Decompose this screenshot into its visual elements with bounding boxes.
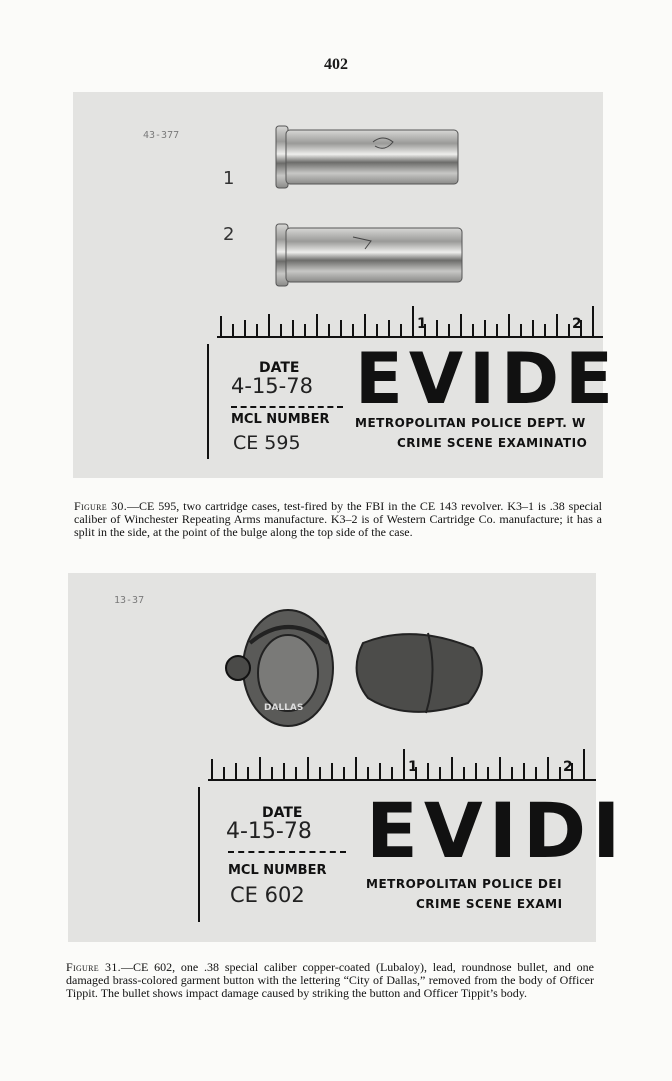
figure-30-caption-text: —CE 595, two cartridge cases, test-fired by the FBI in the CE 143 revolver. K3–1 is .38 special caliber of Winchester Repeating Arms manufacture. K3–2 is of Western Cartridge Co. manufacture; it has a split in the side, at the point of the bulge along the top side of the case. <box>74 499 602 539</box>
ruler-mark-1: 1 <box>417 316 427 332</box>
button-lettering: DALLAS <box>264 703 304 713</box>
ruler <box>208 747 596 787</box>
figure-31-caption-text: —CE 602, one .38 special caliber copper-coated (Lubaloy), lead, roundnose bullet, and one damaged brass-colored garment button with the lettering “City of Dallas,” removed from the body of Officer Tippit. The bullet shows impact damage caused by striking the button and Officer Tippit’s body. <box>66 960 594 1000</box>
item-label-2: 2 <box>223 224 235 245</box>
date-label: DATE <box>262 805 303 821</box>
figure-30-photo <box>73 92 619 478</box>
figure-31-photo <box>68 573 627 942</box>
scratch-mark: 13-37 <box>114 595 145 606</box>
date-value: 4-15-78 <box>226 819 312 844</box>
evidence-card <box>207 338 619 478</box>
scratch-mark: 43-377 <box>143 130 180 141</box>
figure-30-label: Figure 30. <box>74 499 128 513</box>
crime-scene-text: CRIME SCENE EXAMINATIO <box>397 436 588 450</box>
figure-30-caption <box>74 500 602 539</box>
date-value: 4-15-78 <box>231 374 313 398</box>
ruler-ticks <box>217 302 603 338</box>
item-label-1: 1 <box>223 168 235 189</box>
mcl-number-label: MCL NUMBER <box>231 412 330 427</box>
mcl-number-value: CE 595 <box>233 432 301 454</box>
figure-31-label: Figure 31. <box>66 960 121 974</box>
evidence-word: EVIDE <box>355 338 619 420</box>
ruler <box>217 302 603 342</box>
ruler-mark-1: 1 <box>408 759 418 775</box>
ruler-ticks <box>208 747 596 781</box>
mcl-number-value: CE 602 <box>230 883 305 907</box>
police-dept-text: METROPOLITAN POLICE DEI <box>366 877 563 891</box>
ruler-mark-2: 2 <box>563 759 573 775</box>
police-dept-text: METROPOLITAN POLICE DEPT. W <box>355 416 586 430</box>
date-label: DATE <box>259 360 300 376</box>
figure-31-caption <box>66 961 594 1000</box>
evidence-word: EVIDI <box>366 786 627 875</box>
mcl-number-label: MCL NUMBER <box>228 863 327 878</box>
page-number: 402 <box>324 56 348 73</box>
evidence-card <box>198 786 627 942</box>
ruler-mark-2: 2 <box>572 316 582 332</box>
crime-scene-text: CRIME SCENE EXAMI <box>416 897 563 911</box>
